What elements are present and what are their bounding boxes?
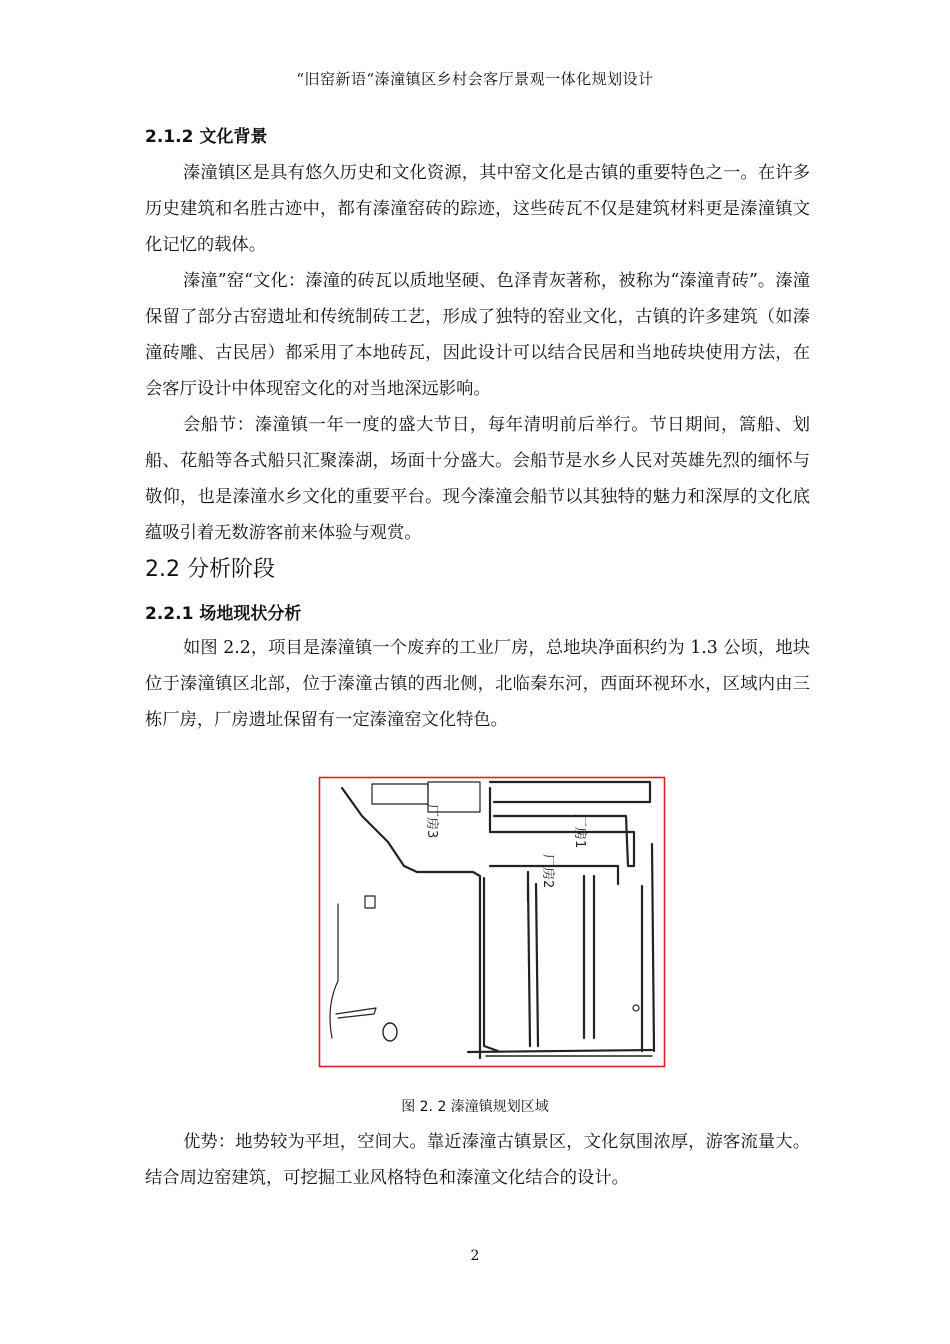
- page-header: “旧窑新语“溱潼镇区乡村会客厅景观一体化规划设计: [296, 70, 654, 88]
- label-building-3: 厂房3: [424, 804, 439, 839]
- section-title-2-2-1: 2.2.1 场地现状分析: [145, 604, 302, 624]
- section-title-2-1-2: 2.1.2 文化背景: [145, 127, 268, 147]
- paragraph-site-analysis: 如图 2.2，项目是溱潼镇一个废弃的工业厂房，总地块净面积约为 1.3 公顷，地块位于溱潼镇区北部，位于溱潼古镇的西北侧，北临秦东河，西面环视环水，区域内由三栋厂房，厂房遗址保留有一定溱潼窑文化特色。: [145, 638, 810, 730]
- paragraph-kiln-culture-intro: 溱潼镇区是具有悠久历史和文化资源，其中窑文化是古镇的重要特色之一。在许多历史建筑和名胜古迹中，都有溱潼窑砖的踪迹，这些砖瓦不仅是建筑材料更是溱潼镇文化记忆的载体。: [145, 163, 810, 255]
- paragraph-boat-festival: 会船节：溱潼镇一年一度的盛大节日，每年清明前后举行。节日期间，篙船、划船、花船等各式船只汇聚溱湖，场面十分盛大。会船节是水乡人民对英雄先烈的缅怀与敬仰，也是溱潼水乡文化的重要平台。现今溱潼会船节以其独特的魅力和深厚的文化底蕴吸引着无数游客前来体验与观赏。: [145, 415, 810, 543]
- highlight-frame: [320, 778, 665, 1067]
- section-title-2-2: 2.2 分析阶段: [145, 557, 275, 582]
- site-boundary-path: [342, 788, 480, 1058]
- page-number: 2: [470, 1248, 480, 1264]
- paragraph-kiln-culture: 溱潼”窑“文化：溱潼的砖瓦以质地坚硬、色泽青灰著称，被称为“溱潼青砖”。溱潼保留了部分古窑遗址和传统制砖工艺，形成了独特的窑业文化，古镇的许多建筑（如溱潼砖雕、古民居）都采用了本地砖瓦，因此设计可以结合民居和当地砖块使用方法，在会客厅设计中体现窑文化的对当地深远影响。: [145, 271, 810, 399]
- site-plan-figure: [318, 776, 666, 1068]
- paragraph-advantages: 优势：地势较为平坦，空间大。靠近溱潼古镇景区，文化氛围浓厚，游客流量大。结合周边窑建筑，可挖掘工业风格特色和溱潼文化结合的设计。: [145, 1132, 810, 1188]
- label-building-2: 厂房2: [540, 854, 555, 889]
- figure-caption: 图 2. 2 溱潼镇规划区域: [401, 1099, 549, 1115]
- site-plan-drawing: [318, 776, 666, 1068]
- label-building-1: 厂房1: [572, 814, 587, 849]
